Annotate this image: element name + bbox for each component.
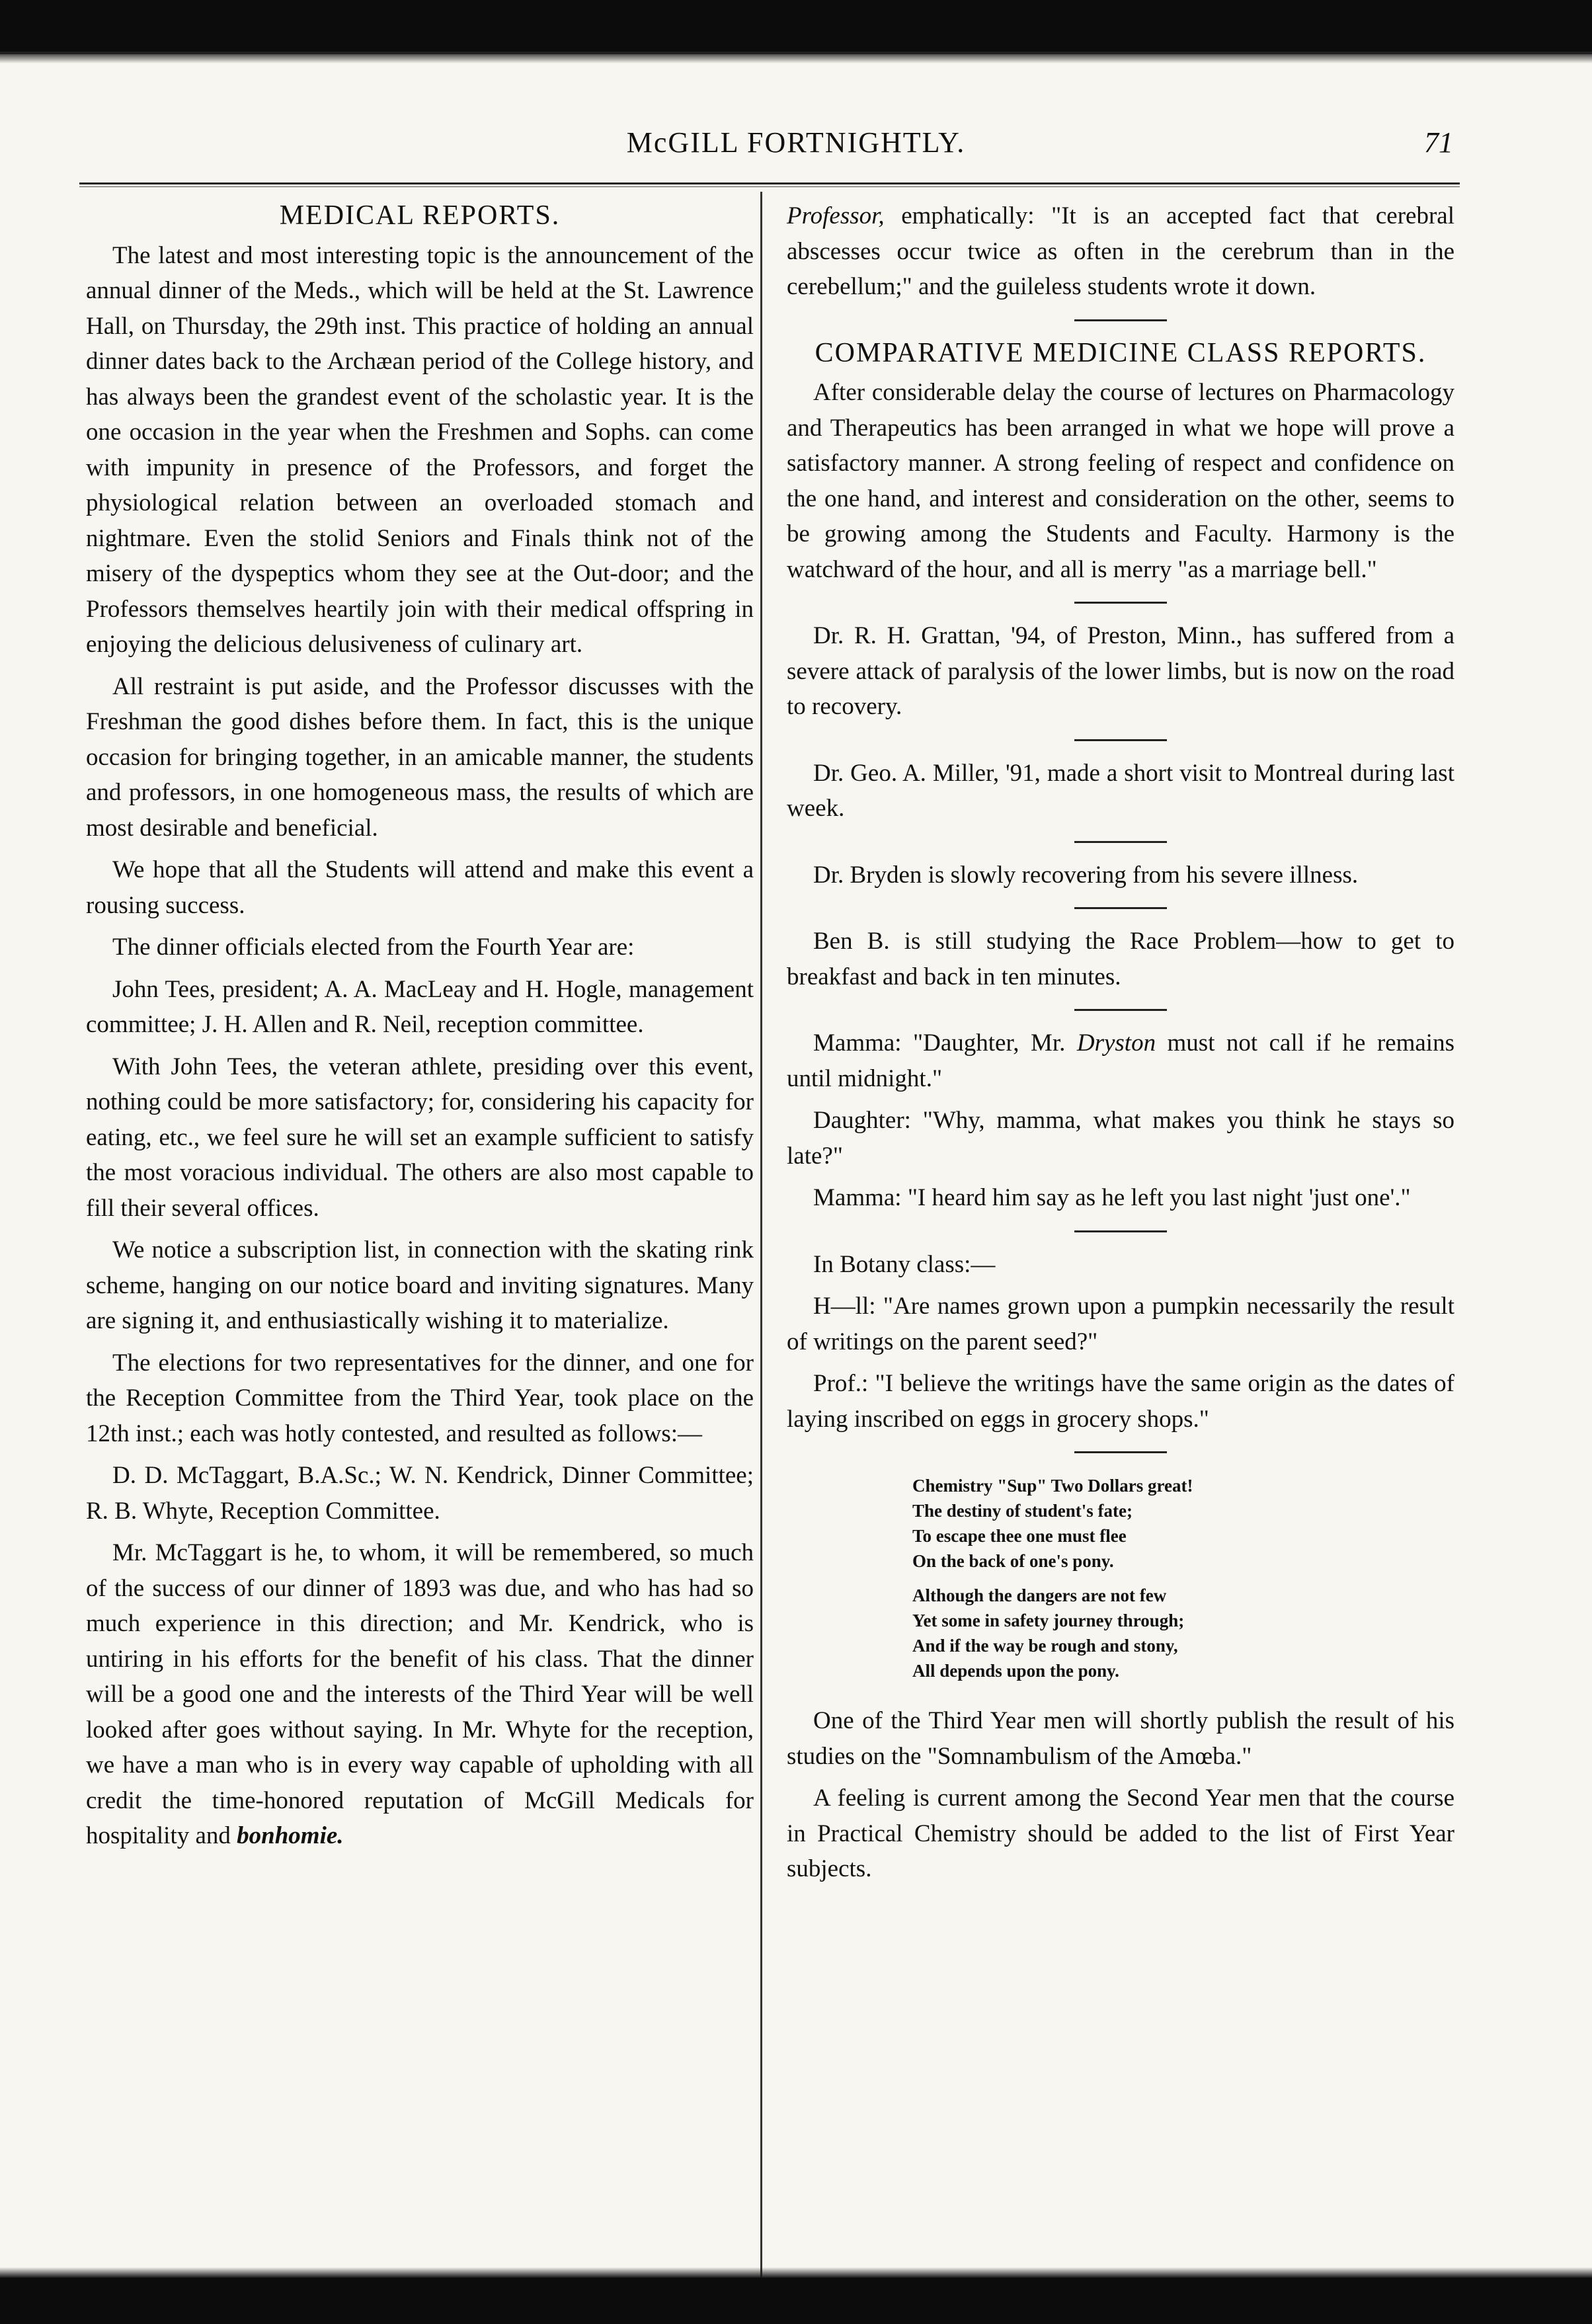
header-rule [79, 182, 1460, 187]
professor-quote: emphatically: "It is an accepted fact that cerebral abscesses occur twice as often in the cerebrum than in the cerebellum;" and the guileless students wrote it down. [787, 202, 1454, 300]
running-title: McGILL FORTNIGHTLY. [626, 126, 966, 159]
scan-bottom-border [0, 2278, 1592, 2324]
poem-stanza-2 [912, 1583, 1454, 1683]
scan-top-border [0, 0, 1592, 54]
paragraph-officials-list: John Tees, president; A. A. MacLeay and H. Hogle, management committee; J. H. Allen and R. Neil, reception committee. [86, 975, 754, 1038]
paragraph-dinner-announcement: The latest and most interesting topic is the announcement of the annual dinner of the Meds., which will be held at the St. Lawrence Hall, on Thursday, the 29th inst. This practice of holding an annual dinner dates back to the Archæan period of the College history, and has always been the grandest event of the scholastic year. It is the one occasion in the year when the Freshmen and Sophs. can come with impunity in presence of the Professors, and forget the physiological relation between an overloaded stomach and nightmare. Even the stolid Seniors and Finals think not of the misery of the dyspeptics whom they see at the Out-door; and the Professors themselves heartily join with their medical offspring in enjoying the delicious delusiveness of culinary art. [86, 241, 754, 658]
paragraph-attend: We hope that all the Students will attend and make this event a rousing success. [86, 856, 754, 919]
item-grattan: Dr. R. H. Grattan, '94, of Preston, Minn., has suffered from a severe attack of paralysis of the lower limbs, but is now on the road to recovery. [787, 622, 1454, 720]
mamma1-name: Dryston [1076, 1029, 1156, 1057]
paragraph-elections: The elections for two representatives for the dinner, and one for the Reception Committee from the Third Year, took place on the 12th inst.; each was hotly contested, and resulted as follows:— [86, 1349, 754, 1447]
item-bryden: Dr. Bryden is slowly recovering from his severe illness. [813, 861, 1359, 889]
poem-line: Yet some in safety journey through; [912, 1611, 1185, 1630]
separator-rule [1074, 1230, 1167, 1232]
left-column [86, 198, 754, 1861]
separator-rule [1074, 739, 1167, 741]
professor-paragraph [787, 198, 1454, 305]
poem-line: And if the way be rough and stony, [912, 1636, 1178, 1656]
separator-rule [1074, 1009, 1167, 1011]
botany-answer: Prof.: "I believe the writings have the same origin as the dates of laying inscribed on eggs in grocery shops." [787, 1370, 1454, 1433]
separator-rule [1074, 319, 1167, 321]
separator-rule [1074, 602, 1167, 604]
dialogue-mamma-1 [787, 1025, 1454, 1096]
separator-rule [1074, 907, 1167, 909]
paragraph-elected: D. D. McTaggart, B.A.Sc.; W. N. Kendrick, Dinner Committee; R. B. Whyte, Reception Committee. [86, 1462, 754, 1525]
poem-line: Chemistry "Sup" Two Dollars great! [912, 1476, 1193, 1496]
poem-line: To escape thee one must flee [912, 1526, 1127, 1546]
poem-line: Although the dangers are not few [912, 1585, 1167, 1605]
item-miller: Dr. Geo. A. Miller, '91, made a short visit to Montreal during last week. [787, 759, 1454, 822]
item-ben: Ben B. is still studying the Race Problem—how to get to breakfast and back in ten minutes. [787, 928, 1454, 990]
paragraph-restraint: All restraint is put aside, and the Professor discusses with the Freshman the good dishes before them. In fact, this is the unique occasion for bringing together, in an amicable manner, the students and professors, in one homogeneous mass, the results of which are most desirable and beneficial. [86, 672, 754, 842]
poem-line: All depends upon the pony. [912, 1661, 1119, 1681]
item-practical-chemistry: A feeling is current among the Second Year men that the course in Practical Chemistry should be added to the list of First Year subjects. [787, 1784, 1454, 1882]
dialogue-mamma-2: Mamma: "I heard him say as he left you last night 'just one'." [813, 1184, 1411, 1211]
paragraph-mctaggart [86, 1535, 754, 1854]
mamma1-suffix: must not call if he remains until midnight." [787, 1029, 1454, 1092]
medical-reports-heading: MEDICAL REPORTS. [279, 200, 561, 231]
comparative-medicine-heading: COMPARATIVE MEDICINE CLASS REPORTS. [815, 337, 1427, 368]
separator-rule [1074, 1451, 1167, 1453]
page-number: 71 [1424, 126, 1453, 159]
dialogue-daughter: Daughter: "Why, mamma, what makes you think he stays so late?" [787, 1107, 1454, 1170]
paragraph-pharmacology: After considerable delay the course of lectures on Pharmacology and Therapeutics has been arranged in what we hope will prove a satisfactory manner. A strong feeling of respect and confidence on the one hand, and interest and consideration on the other, seems to be growing among the Students and Faculty. Harmony is the watchward of the hour, and all is merry "as a marriage bell." [787, 379, 1454, 583]
paragraph-john-tees: With John Tees, the veteran athlete, presiding over this event, nothing could be more satisfactory; for, considering his capacity for eating, etc., we feel sure he will set an example sufficient to satisfy the most voracious individual. The others are also most capable to fill their several offices. [86, 1053, 754, 1222]
poem-line: The destiny of student's fate; [912, 1501, 1133, 1521]
botany-question: H—ll: "Are names grown upon a pumpkin necessarily the result of writings on the parent seed?" [787, 1293, 1454, 1355]
mamma1-prefix: Mamma: "Daughter, Mr. [813, 1029, 1077, 1057]
closing-word: bonhomie. [237, 1822, 344, 1849]
column-divider [760, 192, 762, 2281]
poem-line: On the back of one's pony. [912, 1551, 1114, 1571]
separator-rule [1074, 841, 1167, 843]
right-column [787, 198, 1454, 1894]
paragraph-subscription: We notice a subscription list, in connection with the skating rink scheme, hanging on our notice board and inviting signatures. Many are signing it, and enthusiastically wishing it to materialize. [86, 1236, 754, 1334]
mctaggart-text: Mr. McTaggart is he, to whom, it will be remembered, so much of the success of our dinner of 1893 was due, and who has had so much experience in this direction; and Mr. Kendrick, who is untiring in his efforts for the benefit of his class. That the dinner will be a good one and the interests of the Third Year will be well looked after goes without saying. In Mr. Whyte for the reception, we have a man who is in every way capable of upholding with all credit the time-honored reputation of McGill Medicals for hospitality and [86, 1539, 754, 1849]
item-amoeba: One of the Third Year men will shortly publish the result of his studies on the "Somnambulism of the Amœba." [787, 1707, 1454, 1770]
paragraph-officials-intro: The dinner officials elected from the Fourth Year are: [112, 934, 635, 961]
poem-stanza-1 [912, 1473, 1454, 1574]
botany-intro: In Botany class:— [813, 1250, 996, 1278]
professor-speaker: Professor, [787, 202, 885, 229]
page-header [0, 123, 1592, 169]
chemistry-poem [912, 1473, 1454, 1683]
